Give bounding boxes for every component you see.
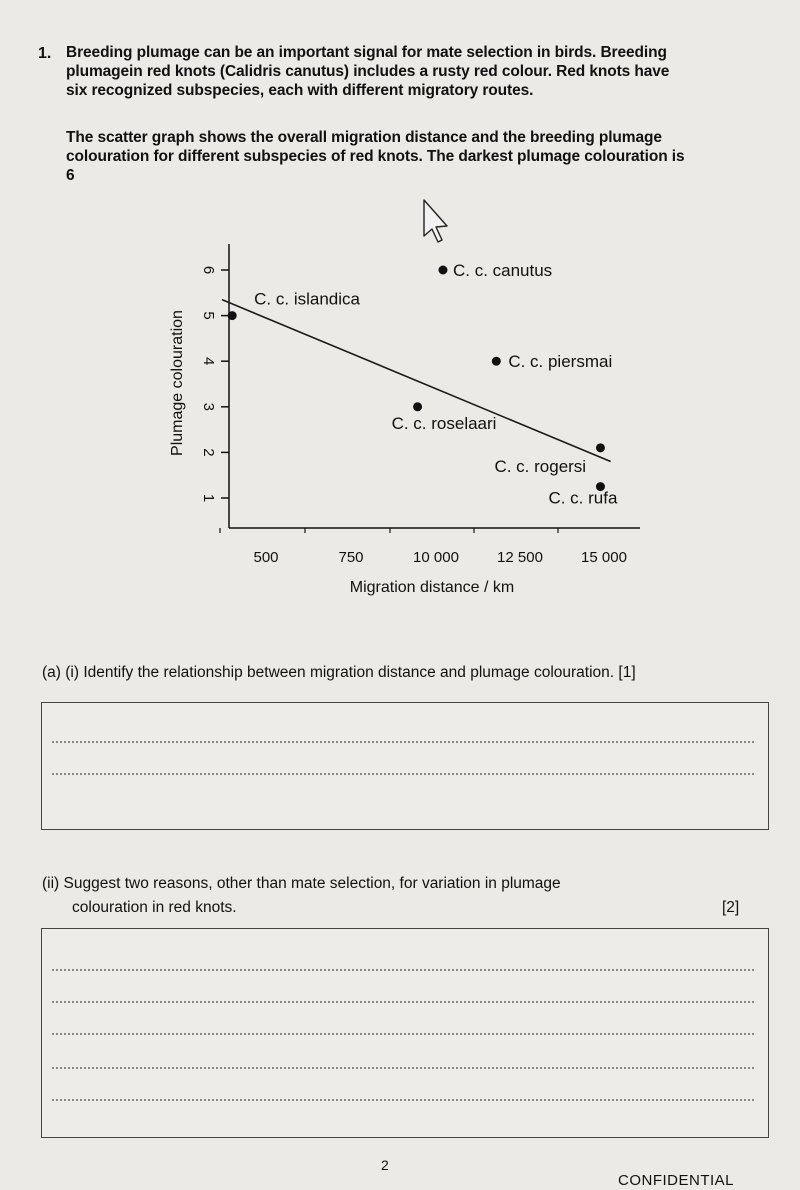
answer-line[interactable] — [52, 1033, 754, 1035]
data-point-label: C. c. islandica — [254, 289, 360, 309]
data-point — [438, 266, 447, 275]
data-point-label: C. c. canutus — [452, 261, 553, 280]
data-point — [492, 357, 501, 366]
part-a-question: (a) (i) Identify the relationship between migration distance and plumage colouration. [1] — [42, 664, 636, 681]
answer-line[interactable] — [52, 773, 754, 775]
answer-line[interactable] — [52, 741, 754, 743]
answer-box-a[interactable] — [41, 702, 769, 830]
mouse-cursor-icon — [424, 200, 447, 242]
y-tick-label: 5 — [200, 311, 218, 320]
x-axis-title: Migration distance / km — [349, 579, 515, 596]
intro-line: six recognized subspecies, each with different migratory routes. — [66, 82, 534, 99]
answer-box-b[interactable] — [41, 928, 769, 1138]
graph-intro-line: The scatter graph shows the overall migration distance and the breeding plumage — [66, 129, 662, 146]
intro-line: Breeding plumage can be an important signal for mate selection in birds. Breeding — [66, 44, 667, 61]
data-point — [413, 402, 422, 411]
y-axis-title: Plumage colouration — [169, 310, 186, 456]
part-b-question-line1: (ii) Suggest two reasons, other than mate selection, for variation in plumage — [42, 875, 561, 892]
answer-line[interactable] — [52, 1001, 754, 1003]
data-point — [596, 443, 605, 452]
y-tick-label: 6 — [200, 265, 218, 275]
graph-intro-line: colouration for different subspecies of red knots. The darkest plumage colouration is — [66, 148, 685, 165]
x-tick-label: 15 000 — [581, 549, 627, 566]
x-tick-label: 750 — [338, 549, 364, 566]
page-number: 2 — [381, 1157, 389, 1173]
y-tick-label: 1 — [200, 493, 218, 503]
part-b-marks: [2] — [722, 899, 740, 916]
x-tick-label: 12 500 — [497, 549, 543, 566]
data-point — [228, 311, 237, 320]
question-number: 1. — [38, 45, 52, 62]
answer-line[interactable] — [52, 1067, 754, 1069]
data-point-label: C. c. rogersi — [494, 456, 587, 476]
data-point-label: C. c. rufa — [548, 488, 618, 508]
part-b-question-line2: colouration in red knots. — [72, 899, 237, 916]
y-tick-label: 2 — [200, 448, 218, 457]
y-tick-label: 3 — [200, 402, 218, 411]
trend-line — [222, 300, 611, 462]
x-tick-label: 500 — [253, 549, 279, 566]
intro-line: plumagein red knots (Calidris canutus) includes a rusty red colour. Red knots have — [66, 63, 670, 80]
data-point-label: C. c. piersmai — [508, 352, 613, 372]
answer-line[interactable] — [52, 1099, 754, 1101]
x-tick-label: 10 000 — [413, 549, 459, 566]
confidential-label: CONFIDENTIAL — [618, 1172, 735, 1189]
graph-intro-line: 6 — [66, 167, 75, 184]
y-tick-label: 4 — [200, 357, 218, 366]
answer-line[interactable] — [52, 969, 754, 971]
data-point-label: C. c. roselaari — [391, 413, 497, 433]
